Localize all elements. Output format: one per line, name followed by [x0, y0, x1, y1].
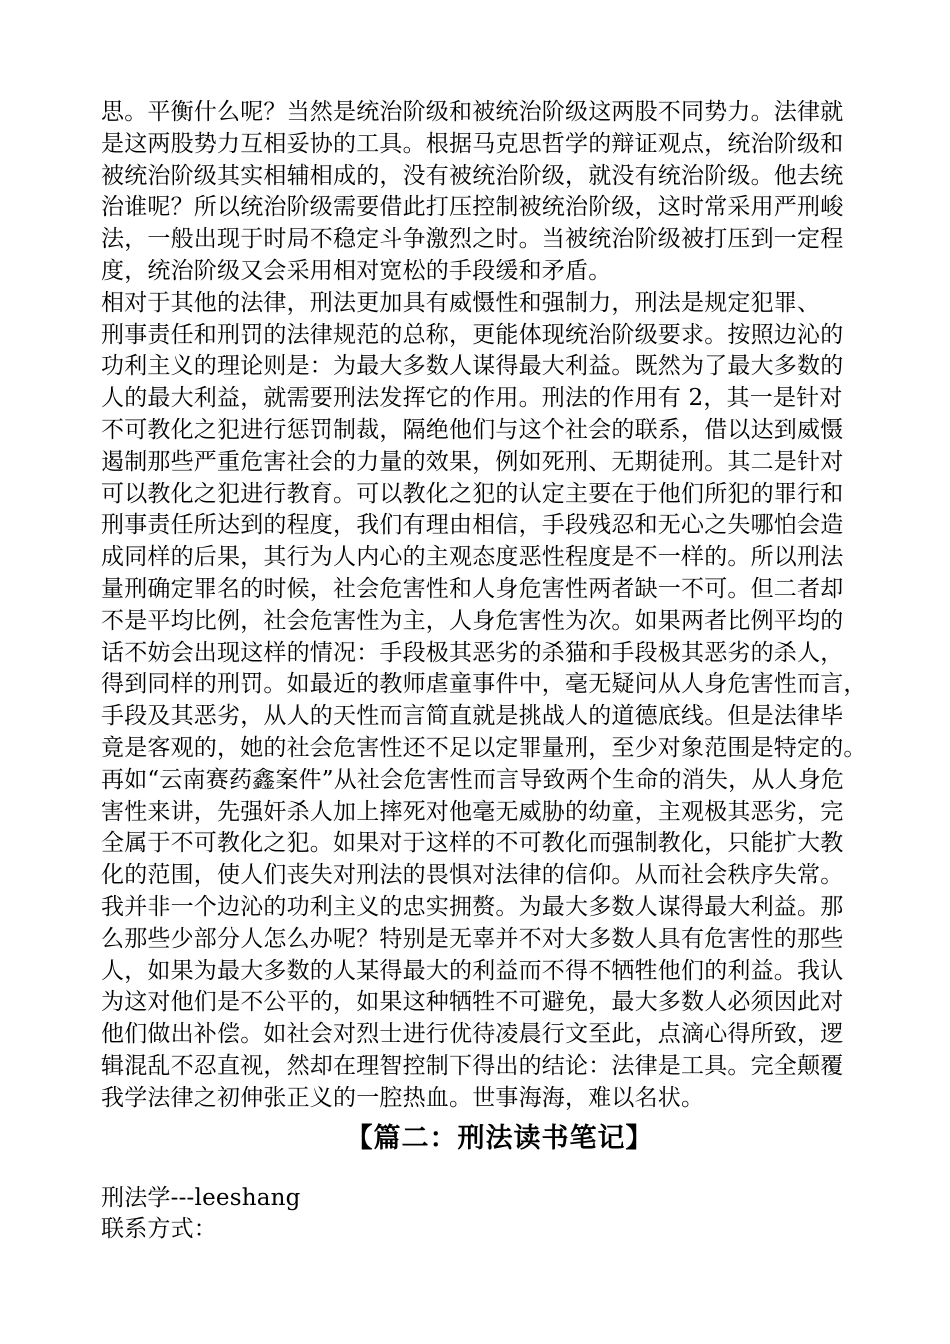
body-line: 相对于其他的法律，刑法更加具有威慑性和强制力，刑法是规定犯罪、: [101, 289, 821, 316]
body-line: 是这两股势力互相妥协的工具。根据马克思哲学的辩证观点，统治阶级和: [101, 130, 844, 157]
meta-block: [101, 1183, 868, 1247]
body-line: 不是平均比例，社会危害性为主，人身危害性为次。如果两者比例平均的: [101, 607, 844, 634]
body-line: 全属于不可教化之犯。如果对于这样的不可教化而强制教化，只能扩大教: [101, 830, 844, 857]
body-line: 功利主义的理论则是：为最大多数人谋得最大利益。既然为了最大多数的: [101, 353, 844, 380]
body-line: 度，统治阶级又会采用相对宽松的手段缓和矛盾。: [101, 257, 612, 284]
body-line: 法，一般出现于时局不稳定斗争激烈之时。当被统治阶级被打压到一定程: [101, 226, 844, 253]
body-line: 为这对他们是不公平的，如果这种牺牲不可避免，最大多数人必须因此对: [101, 989, 844, 1016]
body-line: 他们做出补偿。如社会对烈士进行优待凌晨行文至此，点滴心得所致，逻: [101, 1021, 844, 1048]
body-line: 竟是客观的，她的社会危害性还不足以定罪量刑，至少对象范围是特定的。: [101, 734, 867, 761]
body-line: 量刑确定罪名的时候，社会危害性和人身危害性两者缺一不可。但二者却: [101, 575, 844, 602]
body-text: [101, 97, 868, 1115]
body-line: 被统治阶级其实相辅相成的，没有被统治阶级，就没有统治阶级。他去统: [101, 162, 844, 189]
section-heading: 【篇二：刑法读书笔记】: [345, 1122, 654, 1154]
body-line: 化的范围，使人们丧失对刑法的畏惧对法律的信仰。从而社会秩序失常。: [101, 862, 844, 889]
author-line: 刑法学---leeshang: [101, 1184, 301, 1211]
body-line: 人，如果为最大多数的人某得最大的利益而不得不牺牲他们的利益。我认: [101, 957, 844, 984]
body-line: 人的最大利益，就需要刑法发挥它的作用。刑法的作用有 2，其一是针对: [101, 385, 843, 412]
body-line: 得到同样的刑罚。如最近的教师虐童事件中，毫无疑问从人身危害性而言，: [101, 671, 867, 698]
body-line: 遏制那些严重危害社会的力量的效果，例如死刑、无期徒刑。其二是针对: [101, 448, 844, 475]
body-line: 我学法律之初伸张正义的一腔热血。世事海海，难以名状。: [101, 1084, 705, 1111]
body-line: 刑事责任所达到的程度，我们有理由相信，手段残忍和无心之失哪怕会造: [101, 512, 844, 539]
body-line: 治谁呢？所以统治阶级需要借此打压控制被统治阶级，这时常采用严刑峻: [101, 194, 844, 221]
body-line: 话不妨会出现这样的情况：手段极其恶劣的杀猫和手段极其恶劣的杀人，: [101, 639, 844, 666]
body-line: 么那些少部分人怎么办呢？特别是无辜并不对大多数人具有危害性的那些: [101, 925, 844, 952]
contact-line: 联系方式：: [101, 1216, 217, 1243]
body-line: 害性来讲，先强奸杀人加上摔死对他毫无威胁的幼童，主观极其恶劣，完: [101, 798, 844, 825]
body-line: 思。平衡什么呢？当然是统治阶级和被统治阶级这两股不同势力。法律就: [101, 99, 844, 125]
body-line: 再如“云南赛药鑫案件”从社会危害性而言导致两个生命的消失，从人身危: [101, 766, 845, 793]
body-line: 刑事责任和刑罚的法律规范的总称，更能体现统治阶级要求。按照边沁的: [101, 321, 844, 348]
body-line: 可以教化之犯进行教育。可以教化之犯的认定主要在于他们所犯的罪行和: [101, 480, 844, 507]
body-line: 辑混乱不忍直视，然却在理智控制下得出的结论：法律是工具。完全颠覆: [101, 1052, 844, 1079]
body-line: 手段及其恶劣，从人的天性而言简直就是挑战人的道德底线。但是法律毕: [101, 703, 844, 730]
body-line: 不可教化之犯进行惩罚制裁，隔绝他们与这个社会的联系，借以达到威慑: [101, 416, 844, 443]
body-line: 成同样的后果，其行为人内心的主观态度恶性程度是不一样的。所以刑法: [101, 544, 844, 571]
body-line: 我并非一个边沁的功利主义的忠实拥赘。为最大多数人谋得最大利益。那: [101, 893, 844, 920]
